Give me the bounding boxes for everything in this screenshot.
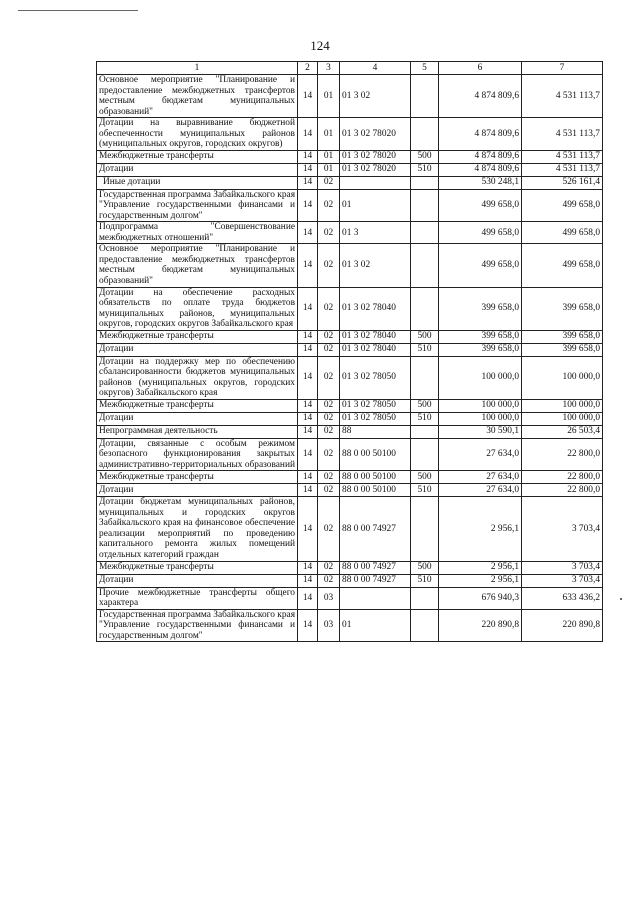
table-row bbox=[97, 176, 603, 189]
row-section-code: 14 bbox=[298, 118, 318, 151]
budget-table bbox=[96, 61, 603, 642]
row-name: Дотации bbox=[97, 343, 298, 356]
row-sum-year2: 399 658,0 bbox=[522, 287, 603, 330]
row-name: Дотации bbox=[97, 574, 298, 587]
row-sum-year2: 4 531 113,7 bbox=[522, 75, 603, 118]
row-sum-year2: 4 531 113,7 bbox=[522, 150, 603, 163]
row-sum-year2: 22 800,0 bbox=[522, 484, 603, 497]
table-row bbox=[97, 163, 603, 176]
row-sum-year1: 2 956,1 bbox=[439, 561, 522, 574]
row-name: Дотации, связанные с особым режимом безопасного функционирования закрытых административно-территориальных образований bbox=[97, 438, 298, 471]
row-target-article: 88 0 00 50100 bbox=[340, 438, 411, 471]
table-row bbox=[97, 330, 603, 343]
row-subsection-code: 02 bbox=[318, 561, 340, 574]
row-subsection-code: 02 bbox=[318, 287, 340, 330]
table-row bbox=[97, 574, 603, 587]
row-subsection-code: 02 bbox=[318, 356, 340, 399]
row-subsection-code: 02 bbox=[318, 438, 340, 471]
row-name: Иные дотации bbox=[97, 176, 298, 189]
row-sum-year2: 100 000,0 bbox=[522, 399, 603, 412]
col-header-sum-year1: 6 bbox=[439, 62, 522, 75]
row-sum-year1: 499 658,0 bbox=[439, 244, 522, 287]
col-header-sum-year2: 7 bbox=[522, 62, 603, 75]
row-section-code: 14 bbox=[298, 163, 318, 176]
table-row bbox=[97, 222, 603, 244]
row-expense-type: 500 bbox=[411, 150, 439, 163]
row-target-article: 01 3 02 78050 bbox=[340, 356, 411, 399]
row-sum-year1: 30 590,1 bbox=[439, 425, 522, 438]
row-section-code: 14 bbox=[298, 497, 318, 561]
row-sum-year2: 499 658,0 bbox=[522, 189, 603, 222]
row-target-article: 88 0 00 50100 bbox=[340, 471, 411, 484]
row-target-article: 01 3 02 78050 bbox=[340, 412, 411, 425]
row-sum-year1: 676 940,3 bbox=[439, 587, 522, 609]
col-header-target-article: 4 bbox=[340, 62, 411, 75]
row-name: Непрограммная деятельность bbox=[97, 425, 298, 438]
row-sum-year2: 3 703,4 bbox=[522, 561, 603, 574]
row-subsection-code: 01 bbox=[318, 118, 340, 151]
row-target-article: 01 3 02 78050 bbox=[340, 399, 411, 412]
row-subsection-code: 02 bbox=[318, 497, 340, 561]
row-section-code: 14 bbox=[298, 176, 318, 189]
row-subsection-code: 01 bbox=[318, 75, 340, 118]
row-subsection-code: 02 bbox=[318, 484, 340, 497]
row-target-article: 88 0 00 50100 bbox=[340, 484, 411, 497]
table-row bbox=[97, 287, 603, 330]
row-expense-type: 500 bbox=[411, 330, 439, 343]
row-sum-year1: 27 634,0 bbox=[439, 471, 522, 484]
row-section-code: 14 bbox=[298, 150, 318, 163]
row-expense-type bbox=[411, 118, 439, 151]
table-row bbox=[97, 609, 603, 642]
row-sum-year1: 2 956,1 bbox=[439, 497, 522, 561]
row-sum-year2: 22 800,0 bbox=[522, 438, 603, 471]
row-expense-type bbox=[411, 497, 439, 561]
table-row bbox=[97, 118, 603, 151]
row-sum-year1: 499 658,0 bbox=[439, 222, 522, 244]
row-section-code: 14 bbox=[298, 75, 318, 118]
row-target-article bbox=[340, 587, 411, 609]
row-target-article: 01 3 02 bbox=[340, 75, 411, 118]
row-sum-year1: 220 890,8 bbox=[439, 609, 522, 642]
row-name: Прочие межбюджетные трансферты общего характера bbox=[97, 587, 298, 609]
row-expense-type: 500 bbox=[411, 561, 439, 574]
table-row bbox=[97, 244, 603, 287]
row-sum-year2: 633 436,2 bbox=[522, 587, 603, 609]
col-header-subsection: 3 bbox=[318, 62, 340, 75]
table-row bbox=[97, 343, 603, 356]
row-expense-type bbox=[411, 425, 439, 438]
row-sum-year1: 27 634,0 bbox=[439, 484, 522, 497]
row-expense-type bbox=[411, 287, 439, 330]
row-target-article: 01 3 02 78040 bbox=[340, 330, 411, 343]
row-subsection-code: 02 bbox=[318, 399, 340, 412]
row-sum-year1: 4 874 809,6 bbox=[439, 163, 522, 176]
row-expense-type bbox=[411, 244, 439, 287]
row-subsection-code: 02 bbox=[318, 425, 340, 438]
col-header-expense-type: 5 bbox=[411, 62, 439, 75]
table-row bbox=[97, 561, 603, 574]
row-expense-type: 510 bbox=[411, 343, 439, 356]
row-expense-type: 510 bbox=[411, 163, 439, 176]
row-section-code: 14 bbox=[298, 587, 318, 609]
row-target-article bbox=[340, 176, 411, 189]
row-name: Дотации бюджетам муниципальных районов, муниципальных и городских округов Забайкальского края на финансовое обеспечение реализации мероприятий по проведению капитального ремонта жилых помещений отдельных категорий граждан bbox=[97, 497, 298, 561]
row-expense-type bbox=[411, 189, 439, 222]
row-sum-year2: 399 658,0 bbox=[522, 330, 603, 343]
row-section-code: 14 bbox=[298, 399, 318, 412]
row-sum-year2: 526 161,4 bbox=[522, 176, 603, 189]
row-section-code: 14 bbox=[298, 330, 318, 343]
scan-artifact-line bbox=[18, 10, 138, 11]
table-row bbox=[97, 438, 603, 471]
row-sum-year2: 4 531 113,7 bbox=[522, 163, 603, 176]
row-name: Государственная программа Забайкальского края "Управление государственными финансами и государственным долгом" bbox=[97, 189, 298, 222]
row-name: Подпрограмма "Совершенствование межбюджетных отношений" bbox=[97, 222, 298, 244]
row-subsection-code: 02 bbox=[318, 176, 340, 189]
row-expense-type: 500 bbox=[411, 399, 439, 412]
row-sum-year1: 27 634,0 bbox=[439, 438, 522, 471]
row-target-article: 88 0 00 74927 bbox=[340, 497, 411, 561]
row-name: Межбюджетные трансферты bbox=[97, 150, 298, 163]
header-row bbox=[97, 62, 603, 75]
table-row bbox=[97, 356, 603, 399]
row-subsection-code: 01 bbox=[318, 163, 340, 176]
table-row bbox=[97, 189, 603, 222]
row-subsection-code: 03 bbox=[318, 609, 340, 642]
row-subsection-code: 02 bbox=[318, 412, 340, 425]
row-expense-type bbox=[411, 222, 439, 244]
row-target-article: 01 bbox=[340, 609, 411, 642]
row-subsection-code: 02 bbox=[318, 189, 340, 222]
row-target-article: 01 3 02 78020 bbox=[340, 118, 411, 151]
row-target-article: 88 0 00 74927 bbox=[340, 561, 411, 574]
row-name: Дотации bbox=[97, 163, 298, 176]
row-sum-year2: 4 531 113,7 bbox=[522, 118, 603, 151]
row-name: Межбюджетные трансферты bbox=[97, 471, 298, 484]
row-target-article: 01 3 02 78040 bbox=[340, 343, 411, 356]
row-expense-type: 510 bbox=[411, 574, 439, 587]
row-section-code: 14 bbox=[298, 484, 318, 497]
row-sum-year2: 3 703,4 bbox=[522, 497, 603, 561]
row-target-article: 01 3 02 78020 bbox=[340, 150, 411, 163]
table-row bbox=[97, 412, 603, 425]
row-expense-type bbox=[411, 176, 439, 189]
row-section-code: 14 bbox=[298, 471, 318, 484]
row-subsection-code: 02 bbox=[318, 343, 340, 356]
row-name: Государственная программа Забайкальского края "Управление государственными финансами и государственным долгом" bbox=[97, 609, 298, 642]
row-target-article: 01 bbox=[340, 189, 411, 222]
row-section-code: 14 bbox=[298, 356, 318, 399]
row-name: Дотации на выравнивание бюджетной обеспеченности муниципальных районов (муниципальных округов, городских округов) bbox=[97, 118, 298, 151]
row-name: Дотации на поддержку мер по обеспечению сбалансированности бюджетов муниципальных районов (муниципальных округов, городских округов) Забайкальского края bbox=[97, 356, 298, 399]
row-sum-year2: 26 503,4 bbox=[522, 425, 603, 438]
row-sum-year2: 399 658,0 bbox=[522, 343, 603, 356]
row-section-code: 14 bbox=[298, 412, 318, 425]
row-name: Межбюджетные трансферты bbox=[97, 561, 298, 574]
row-sum-year1: 399 658,0 bbox=[439, 287, 522, 330]
row-target-article: 01 3 bbox=[340, 222, 411, 244]
row-subsection-code: 02 bbox=[318, 330, 340, 343]
row-subsection-code: 03 bbox=[318, 587, 340, 609]
row-subsection-code: 02 bbox=[318, 471, 340, 484]
row-section-code: 14 bbox=[298, 425, 318, 438]
row-subsection-code: 01 bbox=[318, 150, 340, 163]
row-target-article: 01 3 02 78020 bbox=[340, 163, 411, 176]
row-section-code: 14 bbox=[298, 343, 318, 356]
scan-artifact-dot bbox=[620, 598, 622, 600]
row-section-code: 14 bbox=[298, 287, 318, 330]
page-number: 124 bbox=[310, 38, 330, 53]
row-section-code: 14 bbox=[298, 574, 318, 587]
row-expense-type bbox=[411, 438, 439, 471]
row-sum-year1: 2 956,1 bbox=[439, 574, 522, 587]
row-sum-year2: 100 000,0 bbox=[522, 412, 603, 425]
row-name: Межбюджетные трансферты bbox=[97, 399, 298, 412]
col-header-section: 2 bbox=[298, 62, 318, 75]
row-sum-year2: 22 800,0 bbox=[522, 471, 603, 484]
row-name: Межбюджетные трансферты bbox=[97, 330, 298, 343]
row-subsection-code: 02 bbox=[318, 244, 340, 287]
row-sum-year1: 399 658,0 bbox=[439, 343, 522, 356]
row-expense-type: 510 bbox=[411, 484, 439, 497]
table-row bbox=[97, 75, 603, 118]
row-expense-type bbox=[411, 75, 439, 118]
row-sum-year1: 100 000,0 bbox=[439, 399, 522, 412]
row-name: Дотации bbox=[97, 484, 298, 497]
row-sum-year1: 100 000,0 bbox=[439, 356, 522, 399]
row-sum-year1: 4 874 809,6 bbox=[439, 150, 522, 163]
row-target-article: 01 3 02 78040 bbox=[340, 287, 411, 330]
row-name: Основное мероприятие "Планирование и предоставление межбюджетных трансфертов местным бюджетам муниципальных образований" bbox=[97, 75, 298, 118]
row-section-code: 14 bbox=[298, 189, 318, 222]
row-sum-year1: 399 658,0 bbox=[439, 330, 522, 343]
col-header-name: 1 bbox=[97, 62, 298, 75]
row-section-code: 14 bbox=[298, 609, 318, 642]
row-name: Дотации bbox=[97, 412, 298, 425]
row-sum-year1: 100 000,0 bbox=[439, 412, 522, 425]
row-subsection-code: 02 bbox=[318, 222, 340, 244]
row-sum-year2: 499 658,0 bbox=[522, 244, 603, 287]
row-sum-year2: 499 658,0 bbox=[522, 222, 603, 244]
row-section-code: 14 bbox=[298, 222, 318, 244]
row-section-code: 14 bbox=[298, 438, 318, 471]
row-sum-year1: 530 248,1 bbox=[439, 176, 522, 189]
row-name: Основное мероприятие "Планирование и предоставление межбюджетных трансфертов местным бюджетам муниципальных образований" bbox=[97, 244, 298, 287]
row-sum-year1: 4 874 809,6 bbox=[439, 118, 522, 151]
row-section-code: 14 bbox=[298, 244, 318, 287]
table-row bbox=[97, 484, 603, 497]
row-target-article: 01 3 02 bbox=[340, 244, 411, 287]
table-row bbox=[97, 587, 603, 609]
row-sum-year2: 220 890,8 bbox=[522, 609, 603, 642]
table-row bbox=[97, 399, 603, 412]
row-sum-year1: 499 658,0 bbox=[439, 189, 522, 222]
row-subsection-code: 02 bbox=[318, 574, 340, 587]
row-target-article: 88 0 00 74927 bbox=[340, 574, 411, 587]
row-expense-type bbox=[411, 356, 439, 399]
row-sum-year1: 4 874 809,6 bbox=[439, 75, 522, 118]
row-expense-type bbox=[411, 587, 439, 609]
row-name: Дотации на обеспечение расходных обязательств по оплате труда бюджетов муниципальных районов, муниципальных округов, городских округов Забайкальского края bbox=[97, 287, 298, 330]
table-row bbox=[97, 150, 603, 163]
row-section-code: 14 bbox=[298, 561, 318, 574]
row-expense-type: 510 bbox=[411, 412, 439, 425]
table-row bbox=[97, 497, 603, 561]
row-expense-type: 500 bbox=[411, 471, 439, 484]
row-expense-type bbox=[411, 609, 439, 642]
table-row bbox=[97, 425, 603, 438]
table-row bbox=[97, 471, 603, 484]
row-sum-year2: 100 000,0 bbox=[522, 356, 603, 399]
row-sum-year2: 3 703,4 bbox=[522, 574, 603, 587]
row-target-article: 88 bbox=[340, 425, 411, 438]
